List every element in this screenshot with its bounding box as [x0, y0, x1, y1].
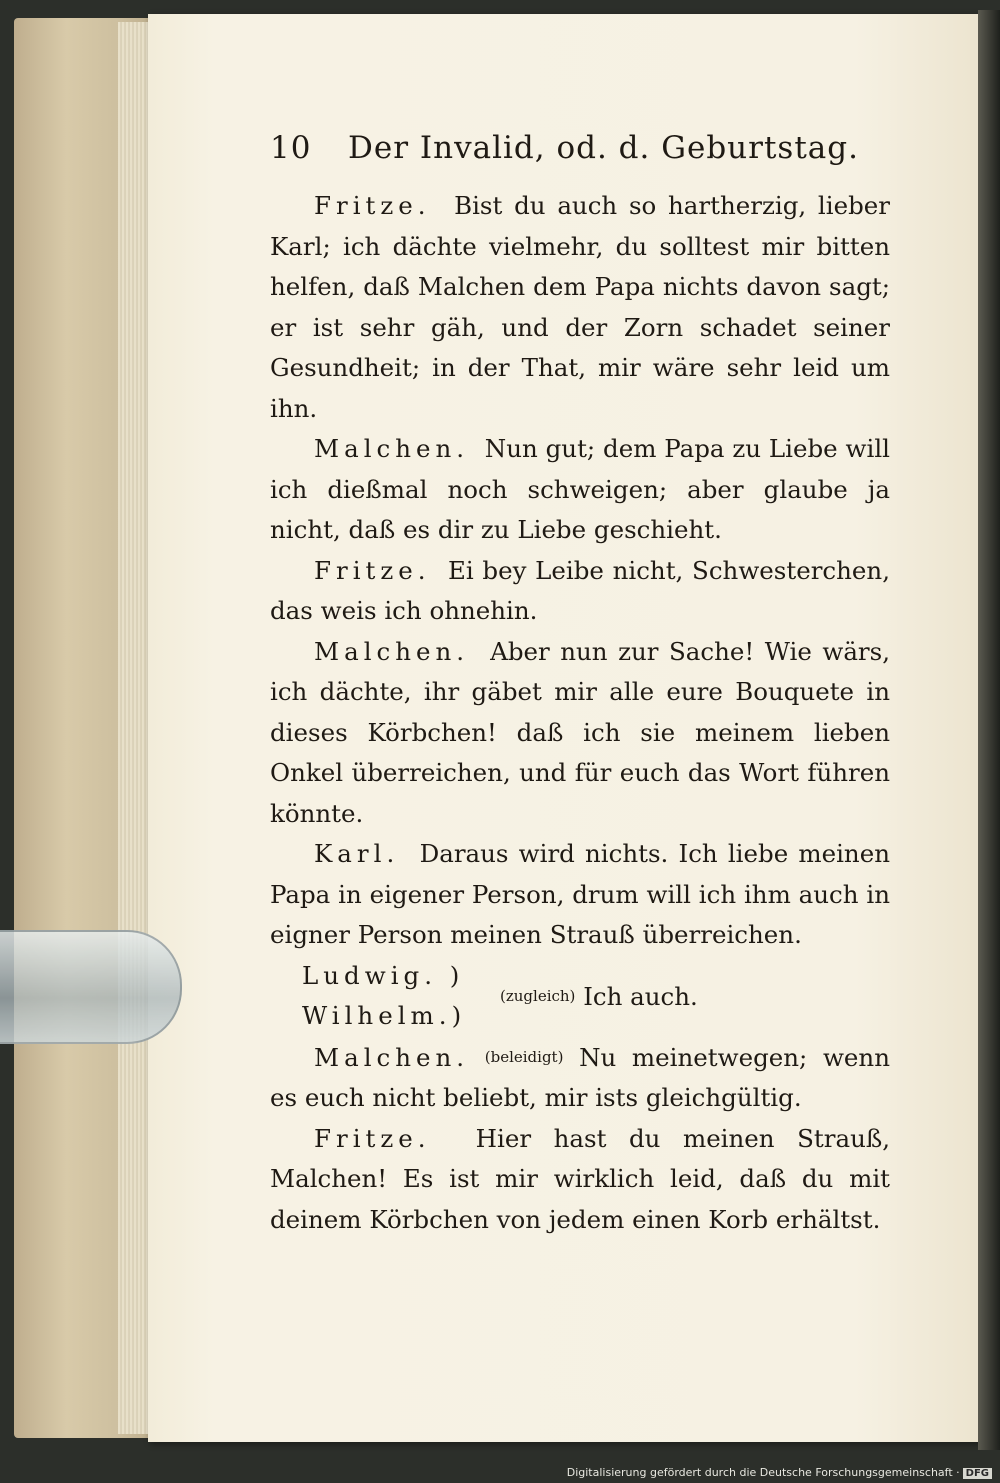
dfg-logo: DFG — [963, 1468, 992, 1479]
joint-line — [500, 976, 698, 1018]
dialogue-text: Ich auch. — [583, 981, 698, 1011]
running-header — [270, 130, 890, 166]
dialogue-text: Ei bey Leibe nicht, Schwesterchen, das weis ich ohnehin. — [270, 555, 890, 625]
speaker-name: Fritze. — [314, 191, 431, 220]
speaker-name: Karl. — [314, 839, 400, 868]
dialogue-paragraph — [270, 834, 890, 956]
dialogue-paragraph — [270, 186, 890, 429]
dialogue-text: Daraus wird nichts. Ich liebe meinen Papa in eigener Person, drum will ich ihm auch in eigner Person meinen Strauß überreichen. — [270, 839, 890, 949]
joint-speakers: Ludwig. ) Wilhelm.) (zugleich) Ich auch. — [302, 960, 698, 1030]
dialogue-text: Nun gut; dem Papa zu Liebe will ich dießmal noch schweigen; aber glaube ja nicht, daß es dir zu Liebe geschieht. — [270, 434, 890, 544]
stage-direction: (beleidigt) — [484, 1047, 564, 1066]
dialogue-text: Bist du auch so hartherzig, lieber Karl; ich dächte vielmehr, du solltest mir bitten helfen, daß Malchen dem Papa nichts davon sagt; er ist sehr gäh, und der Zorn schadet seiner Gesundheit; in der That, mir wäre sehr leid um ihn. — [270, 191, 890, 423]
speaker-name: Ludwig. — [302, 960, 438, 990]
dialogue-paragraph — [270, 1037, 890, 1119]
speaker-name: Fritze. — [314, 1123, 431, 1153]
page-holder-clip — [0, 930, 182, 1044]
book-spine — [978, 10, 1000, 1450]
dialogue-text: Hier hast du meinen Strauß, Malchen! Es ist mir wirklich leid, daß du mit deinem Körbchen von jedem einen Korb erhältst. — [270, 1123, 890, 1234]
digitization-credit — [567, 1466, 992, 1479]
stage-direction: (zugleich) — [500, 986, 576, 1005]
dialogue-paragraph — [270, 632, 890, 835]
dialogue-paragraph — [270, 429, 890, 551]
speaker-name: Wilhelm. — [302, 1001, 452, 1030]
page-number: 10 — [270, 130, 312, 166]
dialogue-paragraph — [270, 551, 890, 632]
header-title: Der Invalid, od. d. Geburtstag. — [348, 130, 859, 166]
dialogue-text: Aber nun zur Sache! Wie wärs, ich dächte, ihr gäbet mir alle eure Bouquete in dieses Körbchen! daß ich sie meinem lieben Onkel überreichen, und für euch das Wort führen könnte. — [270, 636, 891, 828]
dialogue-text: Nu meinetwegen; wenn es euch nicht beliebt, mir ists gleichgültig. — [270, 1042, 890, 1112]
dialogue-paragraph — [270, 1119, 890, 1241]
speaker-name: Malchen. — [314, 636, 470, 666]
credit-text: Digitalisierung gefördert durch die Deutsche Forschungsgemeinschaft · — [566, 1466, 960, 1479]
speaker-name: Fritze. — [314, 555, 431, 585]
speaker-name: Malchen. — [314, 1042, 470, 1072]
page-text — [270, 130, 890, 1240]
speaker-name: Malchen. — [314, 434, 470, 463]
